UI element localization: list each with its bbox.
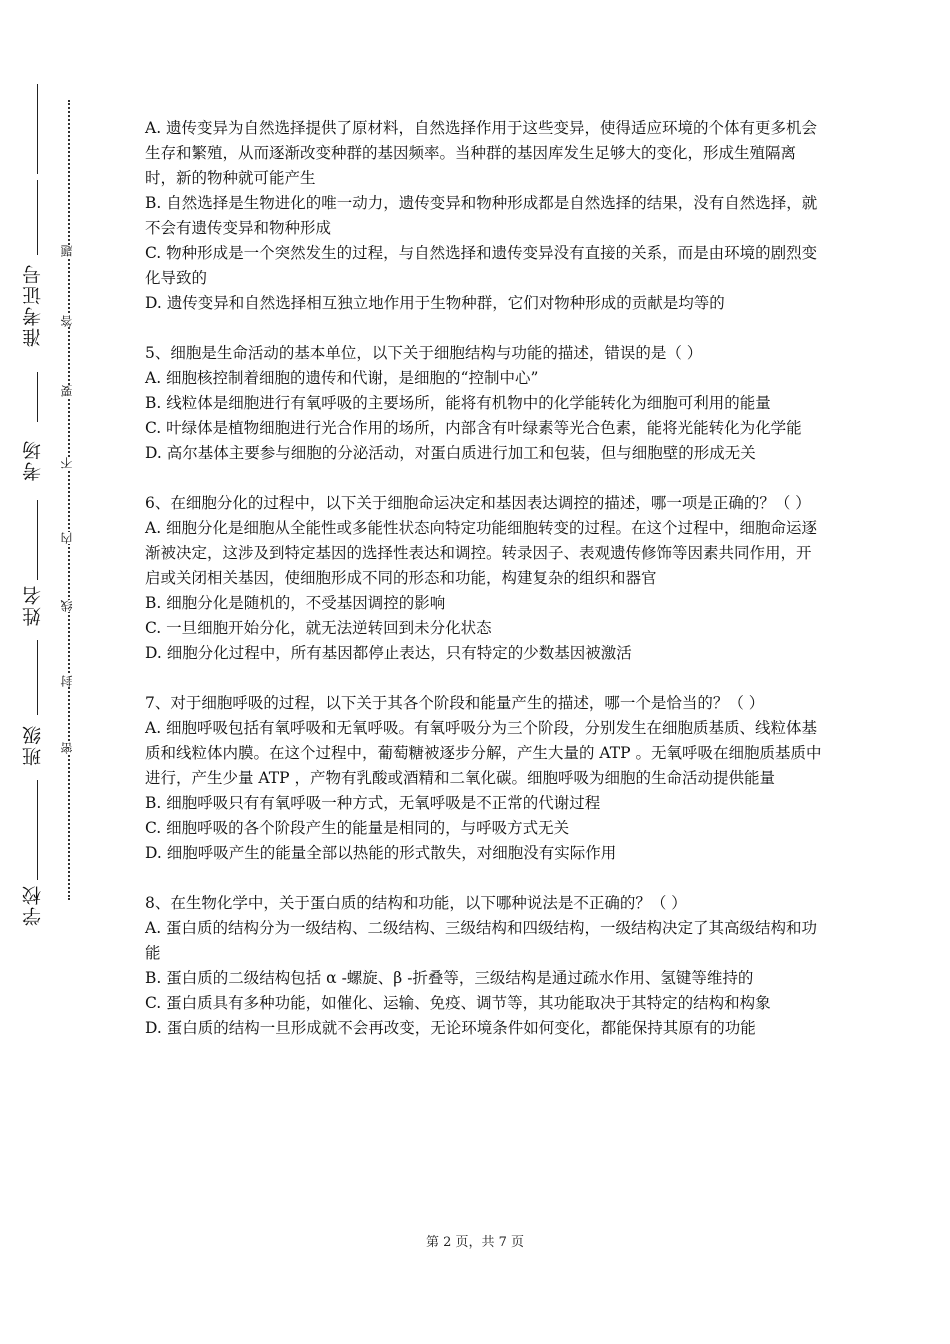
option-b: B. 蛋白质的二级结构包括 α -螺旋、β -折叠等，三级结构是通过疏水作用、氢键等维持的 [145, 969, 754, 987]
label-class: 班级 [22, 724, 44, 766]
question-stem: 8、在生物化学中，关于蛋白质的结构和功能，以下哪种说法是不正确的？（ ） [145, 894, 687, 912]
question-8 [145, 891, 825, 1041]
option-c: C. 细胞呼吸的各个阶段产生的能量是相同的，与呼吸方式无关 [145, 819, 570, 837]
binding-line [37, 180, 38, 255]
option-b: B. 细胞呼吸只有有氧呼吸一种方式，无氧呼吸是不正常的代谢过程 [145, 794, 601, 812]
option-c: C. 蛋白质具有多种功能，如催化、运输、免疫、调节等，其功能取决于其特定的结构和构象 [145, 994, 771, 1012]
option-c: C. 叶绿体是植物细胞进行光合作用的场所，内部含有叶绿素等光合色素，能将光能转化为化学能 [145, 419, 802, 437]
seal-char: 封 [60, 675, 78, 687]
page-number: 第 2 页，共 7 页 [425, 1235, 525, 1250]
option-a: A. 细胞呼吸包括有氧呼吸和无氧呼吸。有氧呼吸分为三个阶段，分别发生在细胞质基质、线粒体基质和线粒体内膜。在这个过程中，葡萄糖被逐步分解，产生大量的 ATP 。无氧呼吸在细胞质基质中进行，产生少量 ATP ，产物有乳酸或酒精和二氧化碳。细胞呼吸为细胞的生命活动提供能量 [145, 719, 822, 787]
questions-body [145, 116, 825, 1041]
label-exam-room: 考场 [22, 439, 44, 481]
option-c: C. 一旦细胞开始分化，就无法逆转回到未分化状态 [145, 619, 492, 637]
option-d: D. 遗传变异和自然选择相互独立地作用于生物种群，它们对物种形成的贡献是均等的 [145, 294, 725, 312]
label-school: 学校 [22, 884, 44, 926]
question-6 [145, 491, 825, 666]
option-a: A. 蛋白质的结构分为一级结构、二级结构、三级结构和四级结构，一级结构决定了其高级结构和功能 [145, 919, 818, 962]
option-b: B. 自然选择是生物进化的唯一动力，遗传变异和物种形成都是自然选择的结果，没有自然选择，就不会有遗传变异和物种形成 [145, 194, 818, 237]
binding-line [37, 780, 38, 880]
question-stem: 6、在细胞分化的过程中，以下关于细胞命运决定和基因表达调控的描述，哪一项是正确的？（ ） [145, 494, 811, 512]
binding-line [37, 500, 38, 580]
binding-line [37, 372, 38, 422]
seal-char: 不 [60, 457, 78, 469]
seal-char: 密 [60, 742, 78, 754]
binding-line [37, 84, 38, 174]
binding-line [37, 640, 38, 715]
option-b: B. 细胞分化是随机的，不受基因调控的影响 [145, 594, 446, 612]
seal-char: 要 [60, 385, 78, 397]
seal-char: 线 [60, 600, 78, 612]
question-stem: 5、细胞是生命活动的基本单位，以下关于细胞结构与功能的描述，错误的是（ ） [145, 344, 703, 362]
seal-char: 内 [60, 532, 78, 544]
question-7 [145, 691, 825, 866]
label-name: 姓名 [22, 584, 44, 626]
option-d: D. 高尔基体主要参与细胞的分泌活动，对蛋白质进行加工和包装，但与细胞壁的形成无关 [145, 444, 756, 462]
option-b: B. 线粒体是细胞进行有氧呼吸的主要场所，能将有机物中的化学能转化为细胞可利用的能量 [145, 394, 771, 412]
option-d: D. 蛋白质的结构一旦形成就不会再改变，无论环境条件如何变化，都能保持其原有的功能 [145, 1019, 756, 1037]
option-a: A. 细胞核控制着细胞的遗传和代谢，是细胞的“控制中心” [145, 369, 539, 387]
option-d: D. 细胞呼吸产生的能量全部以热能的形式散失，对细胞没有实际作用 [145, 844, 617, 862]
option-a: A. 细胞分化是细胞从全能性或多能性状态向特定功能细胞转变的过程。在这个过程中，细胞命运逐渐被决定，这涉及到特定基因的选择性表达和调控。转录因子、表观遗传修饰等因素共同作用，开启或关闭相关基因，使细胞形成不同的形态和功能，构建复杂的组织和器官 [145, 519, 818, 587]
label-exam-id: 准考证号 [22, 263, 44, 347]
option-d: D. 细胞分化过程中，所有基因都停止表达，只有特定的少数基因被激活 [145, 644, 632, 662]
option-a: A. 遗传变异为自然选择提供了原材料，自然选择作用于这些变异，使得适应环境的个体有更多机会生存和繁殖，从而逐渐改变种群的基因频率。当种群的基因库发生足够大的变化，形成生殖隔离时，新的物种就可能产生 [145, 119, 818, 187]
seal-char: 答 [60, 315, 78, 327]
seal-char: 题 [60, 245, 78, 257]
question-5 [145, 341, 825, 466]
option-c: C. 物种形成是一个突然发生的过程，与自然选择和遗传变异没有直接的关系，而是由环境的剧烈变化导致的 [145, 244, 818, 287]
seal-dotted-line [68, 100, 70, 900]
question-4-options [145, 116, 825, 316]
question-stem: 7、对于细胞呼吸的过程，以下关于其各个阶段和能量产生的描述，哪一个是恰当的？（ ） [145, 694, 765, 712]
